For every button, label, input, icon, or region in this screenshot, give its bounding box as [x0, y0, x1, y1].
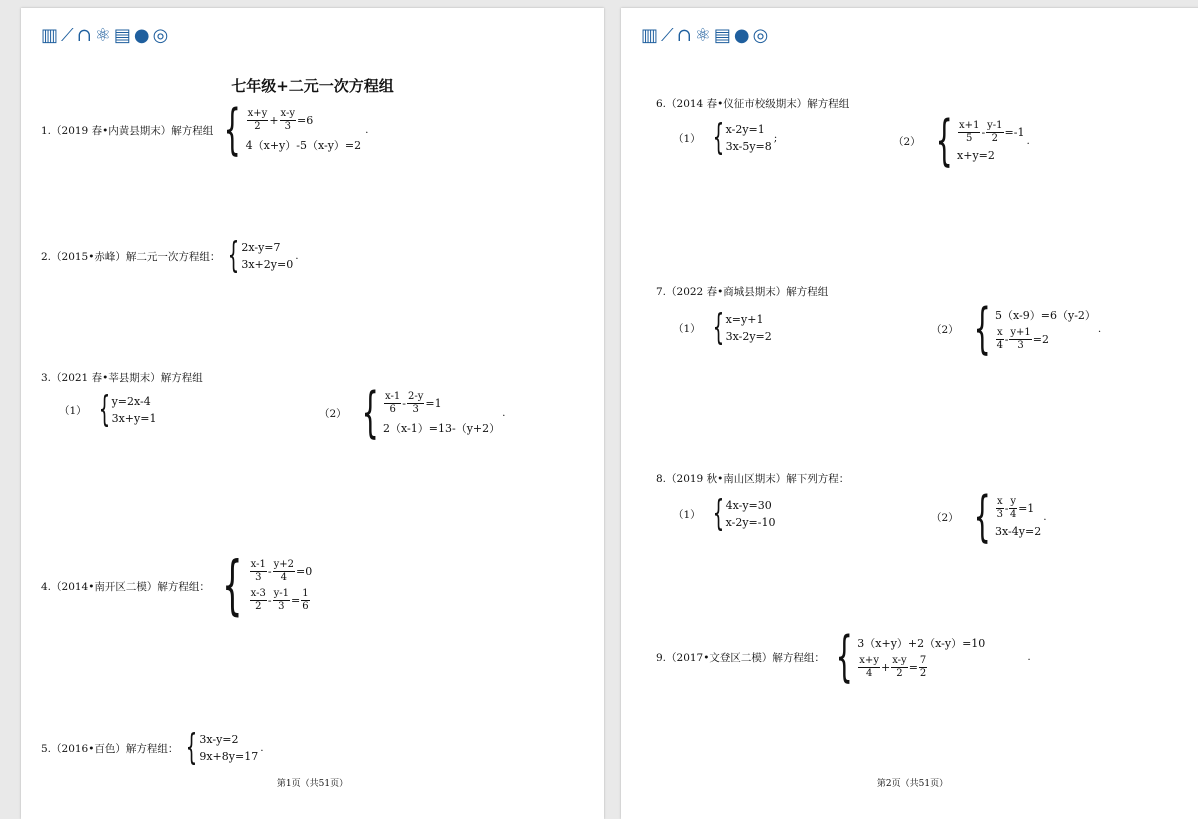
page-footer: 第1页（共51页）: [276, 779, 349, 789]
magnet-icon: ∩: [76, 25, 92, 46]
question-7: [656, 284, 828, 299]
ruler-icon: ⟋: [661, 25, 674, 46]
question-8-part-1: （1） { 4x-y=30 x-2y=-10: [673, 493, 776, 534]
question-9: 9.（2017•文登区二模）解方程组： { 3（x+y）+2（x-y）=10 $\frac{x+y}{4}$ + $\frac{x-y}{2}$ = $\frac{7}{2}$ .: [656, 625, 1031, 688]
bookshelf-icon: ▤: [113, 25, 131, 46]
question-label: 9.（2017•文登区二模）解方程组：: [656, 651, 825, 664]
document-page-1: [21, 8, 604, 819]
equation: 3x-y=2: [199, 733, 239, 746]
equation: $\frac{x-3}{2}$ - $\frac{y-1}{3}$ = $\frac{1}{6}$: [250, 588, 309, 612]
equation-system: { $\frac{x-1}{6}$ - $\frac{2-y}{3}$ =1 2（x-1）=13-（y+2）: [361, 381, 501, 444]
ruler-icon: ⟋: [61, 25, 74, 46]
question-8-part-2: （2） { $\frac{x}{3}$ - $\frac{y}{4}$ =1 3x-4y=2 .: [931, 485, 1047, 548]
question-label: 8.（2019 秋•南山区期末）解下列方程：: [656, 473, 850, 485]
question-7-part-1: （1） { x=y+1 3x-2y=2: [673, 307, 772, 348]
equation: 2x-y=7: [241, 241, 281, 254]
brace: {: [223, 98, 242, 161]
equation: 2（x-1）=13-（y+2）: [383, 421, 501, 435]
equation: x+y=2: [957, 149, 995, 162]
question-2: 2.（2015•赤峰）解二元一次方程组： { 2x-y=7 3x+2y=0 .: [41, 235, 299, 276]
document-title: 七年级+二元一次方程组: [231, 77, 394, 95]
planet-icon: ◎: [752, 25, 769, 46]
question-4: [41, 549, 314, 623]
question-3-part-2: （2） { $\frac{x-1}{6}$ - $\frac{2-y}{3}$ =1 2（x-1）=13-（y+2） .: [319, 381, 506, 444]
question-label: 7.（2022 春•商城县期末）解方程组: [656, 286, 829, 298]
question-label: 4.（2014•南开区二模）解方程组：: [41, 580, 210, 593]
question-1: 1.（2019 春•内黄县期末）解方程组 { $\frac{x+y}{2}$ + $\frac{x-y}{3}$ =6 4（x+y）-5（x-y）=2 .: [41, 98, 369, 161]
question-label: 3.（2021 春•莘县期末）解方程组: [41, 372, 203, 384]
question-6-part-1: （1） { x-2y=1 3x-5y=8 ;: [673, 117, 778, 158]
equation: $\frac{x-1}{3}$ - $\frac{y+2}{4}$ =0: [250, 559, 313, 583]
equation: 3x+2y=0: [241, 258, 294, 271]
equation-system: { 3x-y=2 9x+8y=17: [186, 727, 259, 768]
equation: 4x-y=30: [725, 499, 772, 512]
equation: $\frac{x+1}{5}$ - $\frac{y-1}{2}$ =-1: [959, 120, 1025, 144]
question-5: 5.（2016•百色）解方程组： { 3x-y=2 9x+8y=17 .: [41, 727, 264, 768]
equation: x-2y=1: [725, 123, 765, 136]
question-8: [656, 471, 849, 486]
equation: $\frac{x-1}{6}$ - $\frac{2-y}{3}$ =1: [385, 390, 442, 415]
equation: 9x+8y=17: [199, 750, 259, 763]
equation: $\frac{x}{3}$ - $\frac{y}{4}$ =1: [996, 496, 1035, 520]
globe-icon: ●: [133, 25, 150, 46]
atom-icon: ⚛: [694, 25, 711, 46]
document-page-2: [621, 8, 1198, 819]
atom-icon: ⚛: [94, 25, 111, 46]
question-label: 6.（2014 春•仪征市校级期末）解方程组: [656, 98, 850, 110]
equation: 5（x-9）=6（y-2）: [995, 308, 1096, 322]
question-label: 2.（2015•赤峰）解二元一次方程组：: [41, 250, 221, 263]
question-label: 5.（2016•百色）解方程组：: [41, 742, 179, 755]
magnet-icon: ∩: [676, 25, 692, 46]
equation: 3x-5y=8: [725, 140, 772, 153]
equation: 3x-2y=2: [725, 330, 772, 343]
question-3-part-1: （1） { y=2x-4 3x+y=1: [59, 389, 157, 430]
equation: 3x+y=1: [111, 412, 157, 425]
equation: x=y+1: [725, 313, 764, 326]
question-6: [656, 96, 849, 111]
equation: $\frac{x+y}{2}$ + $\frac{x-y}{3}$ =6: [247, 107, 314, 132]
equation: 3（x+y）+2（x-y）=10: [857, 636, 986, 650]
equation: y=2x-4: [111, 395, 151, 408]
page-footer: 第2页（共51页）: [876, 779, 949, 789]
bookshelf-icon: ▤: [713, 25, 731, 46]
equation: 3x-4y=2: [995, 525, 1042, 538]
equation: x-2y=-10: [725, 516, 776, 529]
header-icon-strip: [41, 26, 168, 46]
equation: 4（x+y）-5（x-y）=2: [245, 138, 362, 152]
question-label: 1.（2019 春•内黄县期末）解方程组: [41, 124, 214, 137]
brace: {: [228, 235, 240, 276]
equation-system: { y=2x-4 3x+y=1: [98, 389, 157, 430]
globe-icon: ●: [733, 25, 750, 46]
equation-system: [215, 98, 362, 161]
header-icon-strip: [641, 26, 768, 46]
question-6-part-2: （2） { $\frac{x+1}{5}$ - $\frac{y-1}{2}$ =-1 x+y=2 .: [893, 109, 1030, 172]
question-3: [41, 370, 203, 385]
planet-icon: ◎: [152, 25, 169, 46]
equation-system: { $\frac{x-1}{3}$ - $\frac{y+2}{4}$ =0 $\frac{x-3}{2}$ - $\frac{y-1}{3}$ = $\frac{1}{6}$: [222, 549, 313, 623]
equation-system: [222, 235, 294, 276]
question-7-part-2: （2） { 5（x-9）=6（y-2） $\frac{x}{4}$ - $\frac{y+1}{3}$ =2 .: [931, 297, 1102, 360]
equation: $\frac{x+y}{4}$ + $\frac{x-y}{2}$ = $\frac{7}{2}$: [859, 654, 927, 679]
equation: $\frac{x}{4}$ - $\frac{y+1}{3}$ =2: [996, 326, 1050, 351]
books-icon: ▥: [641, 25, 659, 46]
books-icon: ▥: [41, 25, 59, 46]
